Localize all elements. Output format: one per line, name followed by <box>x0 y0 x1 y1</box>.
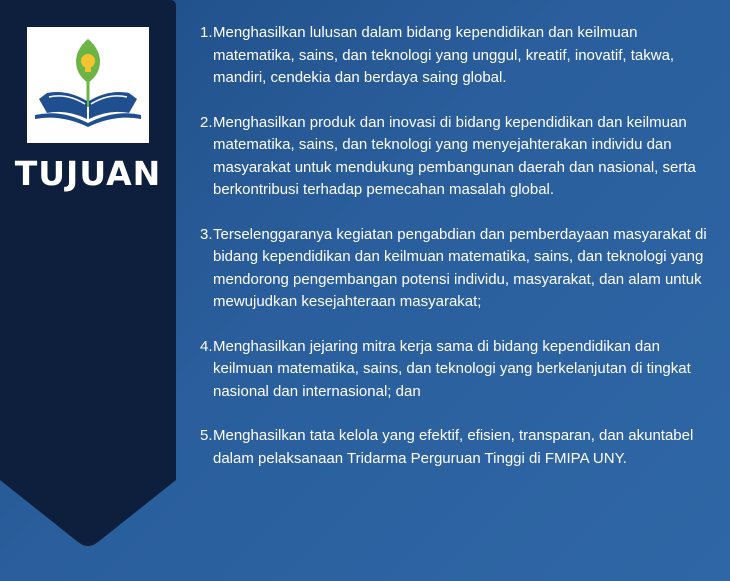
item-text: Menghasilkan produk dan inovasi di bidang kependidikan dan keilmuan matematika, sains, dan teknologi yang menyejahterakan individu dan masyarakat untuk mendukung pembangunan daerah dan nasional, serta berkontribusi terhadap pemecahan masalah global. <box>213 113 696 198</box>
item-number: 1. <box>200 24 213 41</box>
item-number: 2. <box>200 113 213 131</box>
section-title: TUJUAN <box>14 154 162 193</box>
item-text: Menghasilkan tata kelola yang efektif, efisien, transparan, dan akuntabel dalam pelaksanaan Tridarma Perguruan Tinggi di FMIPA UNY. <box>213 427 694 467</box>
logo <box>27 27 149 143</box>
list-item <box>200 336 720 404</box>
item-text: Terselenggaranya kegiatan pengabdian dan pemberdayaan masyarakat di bidang kependidikan dan keilmuan matematika, sains, dan teknologi yang mendorong pengembangan potensi individu, masyarakat, dan alam untuk mewujudkan kesejahteraan masyarakat; <box>213 225 707 310</box>
item-number: 5. <box>200 427 213 444</box>
list-item <box>200 224 720 314</box>
book-with-lightbulb-sprout-icon <box>27 27 149 143</box>
item-number: 3. <box>200 225 213 243</box>
item-text: Menghasilkan lulusan dalam bidang kependidikan dan keilmuan matematika, sains, dan teknologi yang unggul, kreatif, inovatif, takwa, mandiri, cendekia dan berdaya saing global. <box>213 24 675 86</box>
list-item <box>200 22 720 90</box>
item-number: 4. <box>200 337 213 355</box>
list-item <box>200 425 720 470</box>
objectives-list <box>200 22 720 492</box>
item-text: Menghasilkan jejaring mitra kerja sama di bidang kependidikan dan keilmuan matematika, sains, dan teknologi yang berkelanjutan di tingkat nasional dan internasional; dan <box>213 337 691 400</box>
list-item <box>200 112 720 202</box>
